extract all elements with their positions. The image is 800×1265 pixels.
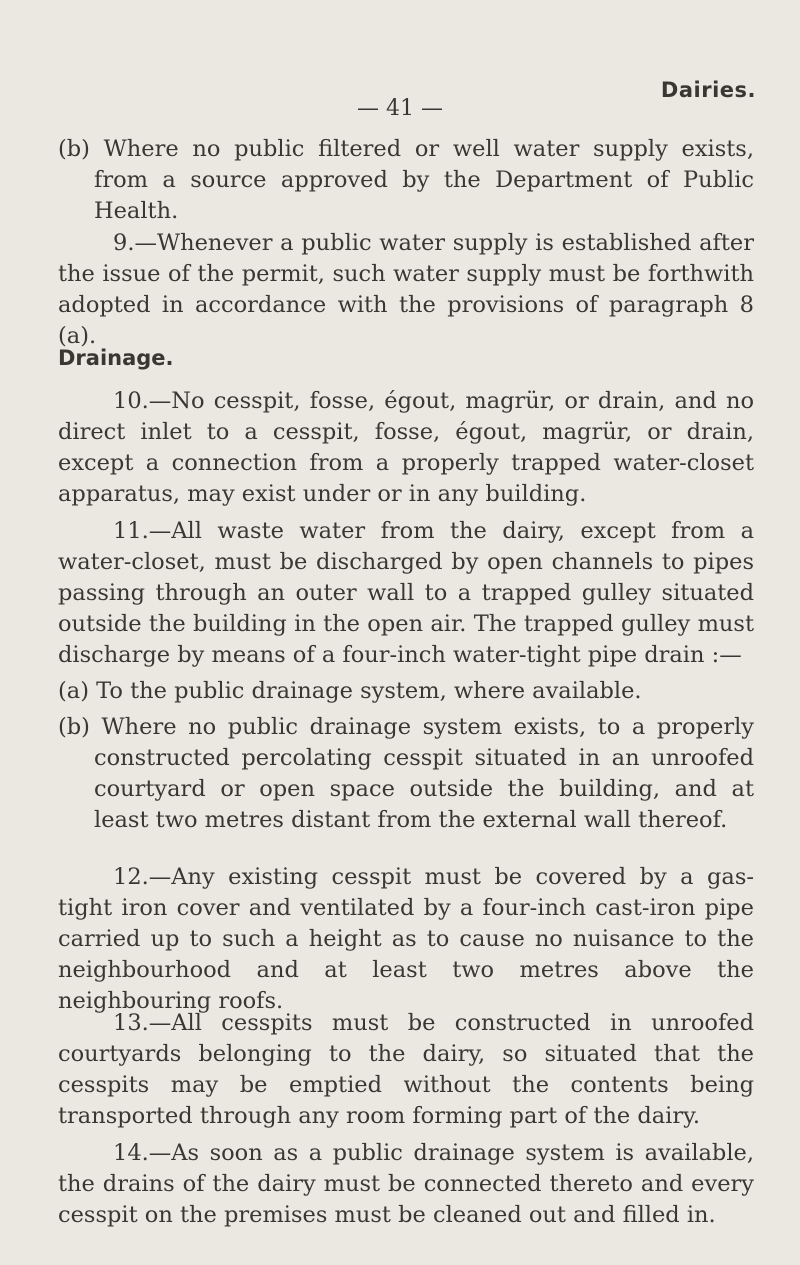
paragraph-11: 11.—All waste water from the dairy, except from a water-closet, must be discharged by open channels to pipes passing through an outer wall to a trapped gulley situated outside the building in the open air. The trapped gulley must discharge by means of a four-inch water-tight pipe drain :— (58, 518, 754, 668)
paragraph-9: 9.—Whenever a public water supply is established after the issue of the permit, such water supply must be forthwith adopted in accordance with the provisions of paragraph 8 (a). (58, 230, 754, 349)
paragraph-13: 13.—All cesspits must be constructed in unroofed courtyards belonging to the dairy, so situated that the cesspits may be emptied without the contents being transported through any room forming part of the dairy. (58, 1010, 754, 1129)
paragraph-14: 14.—As soon as a public drainage system is available, the drains of the dairy must be connected thereto and every cesspit on the premises must be cleaned out and filled in. (58, 1140, 754, 1228)
paragraph-11b: (b) Where no public drainage system exists, to a properly constructed percolating cesspit situated in an unroofed courtyard or open space outside the building, and at least two metres distant from the external wall thereof. (58, 714, 754, 833)
section-header: Dairies. (660, 78, 756, 102)
paragraph-8b: (b) Where no public filtered or well water supply exists, from a source approved by the Department of Public Health. (58, 136, 754, 224)
paragraph-11a: (a) To the public drainage system, where available. (58, 678, 642, 704)
page-number: — 41 — (357, 96, 443, 121)
paragraph-12: 12.—Any existing cesspit must be covered by a gas-tight iron cover and ventilated by a four-inch cast-iron pipe carried up to such a height as to cause no nuisance to the neighbourhood and at least two metres above the neighbouring roofs. (58, 864, 754, 1014)
drainage-heading: Drainage. (58, 346, 174, 370)
paragraph-10: 10.—No cesspit, fosse, égout, magrür, or drain, and no direct inlet to a cesspit, fosse, égout, magrür, or drain, except a connection from a properly trapped water-closet apparatus, may exist under or in any building. (58, 388, 754, 507)
